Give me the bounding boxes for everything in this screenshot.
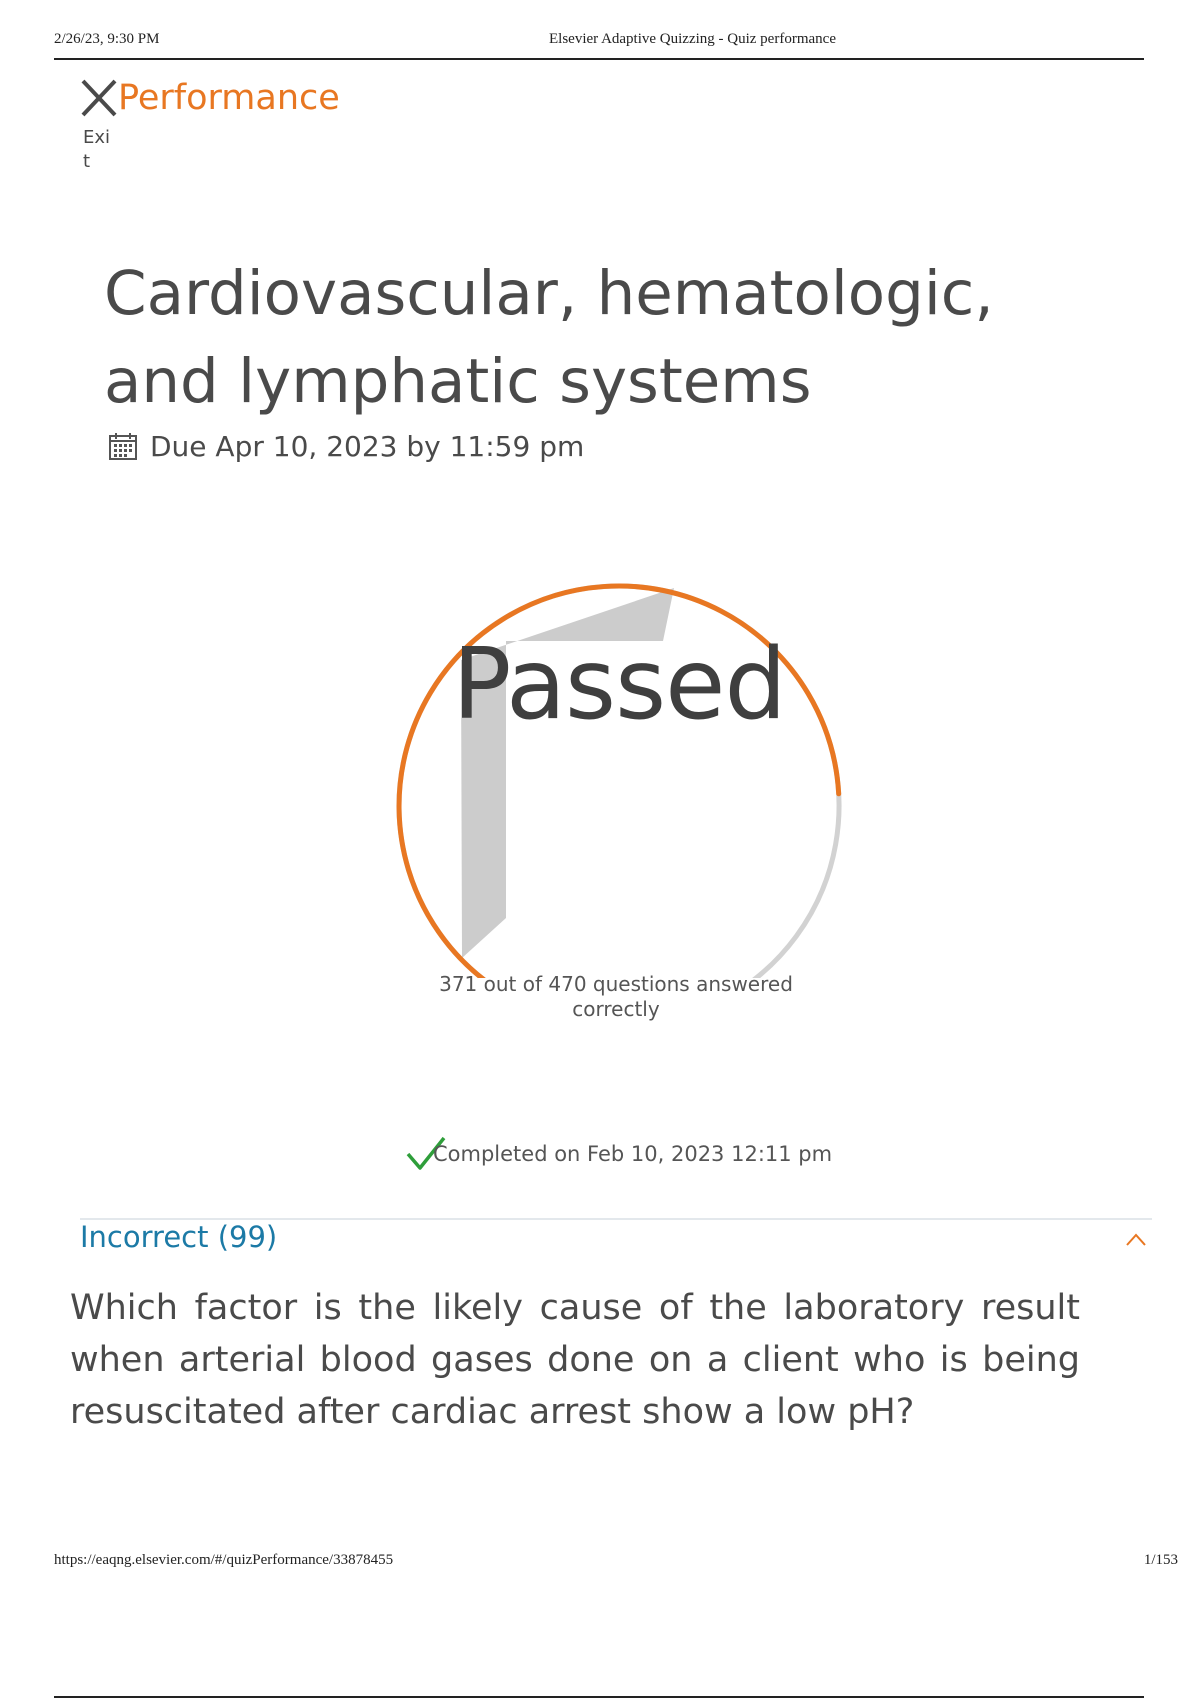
due-date-text: Due Apr 10, 2023 by 11:59 pm	[150, 429, 585, 463]
score-gauge	[388, 578, 850, 978]
exit-label[interactable]: Exit	[83, 127, 111, 172]
completion-row	[405, 1134, 832, 1174]
print-document-title: Elsevier Adaptive Quizzing - Quiz performance	[549, 31, 836, 47]
page-title: Performance	[118, 78, 340, 118]
print-header	[54, 28, 1144, 60]
incorrect-section-toggle[interactable]	[80, 1220, 1152, 1264]
pass-status: Passed	[452, 628, 786, 742]
calendar-icon	[108, 431, 138, 461]
quiz-title: Cardiovascular, hematologic, and lymphatic systems	[104, 258, 994, 417]
print-timestamp: 2/26/23, 9:30 PM	[54, 31, 160, 47]
score-summary: 371 out of 470 questions answered correctly	[439, 972, 793, 1021]
question-text: Which factor is the likely cause of the laboratory result when arterial blood gases done on a client who is being resuscitated after cardiac arrest show a low pH?	[70, 1288, 1080, 1432]
chevron-up-icon[interactable]	[1124, 1230, 1148, 1250]
page-counter: 1/153	[1143, 1552, 1178, 1568]
completed-text: Completed on Feb 10, 2023 12:11 pm	[433, 1142, 833, 1166]
due-date-row	[108, 428, 584, 464]
print-url: https://eaqng.elsevier.com/#/quizPerformance/33878455	[54, 1552, 394, 1568]
close-x-icon[interactable]	[80, 78, 118, 118]
incorrect-label[interactable]: Incorrect (99)	[80, 1220, 278, 1254]
bottom-rule	[54, 1696, 1144, 1698]
